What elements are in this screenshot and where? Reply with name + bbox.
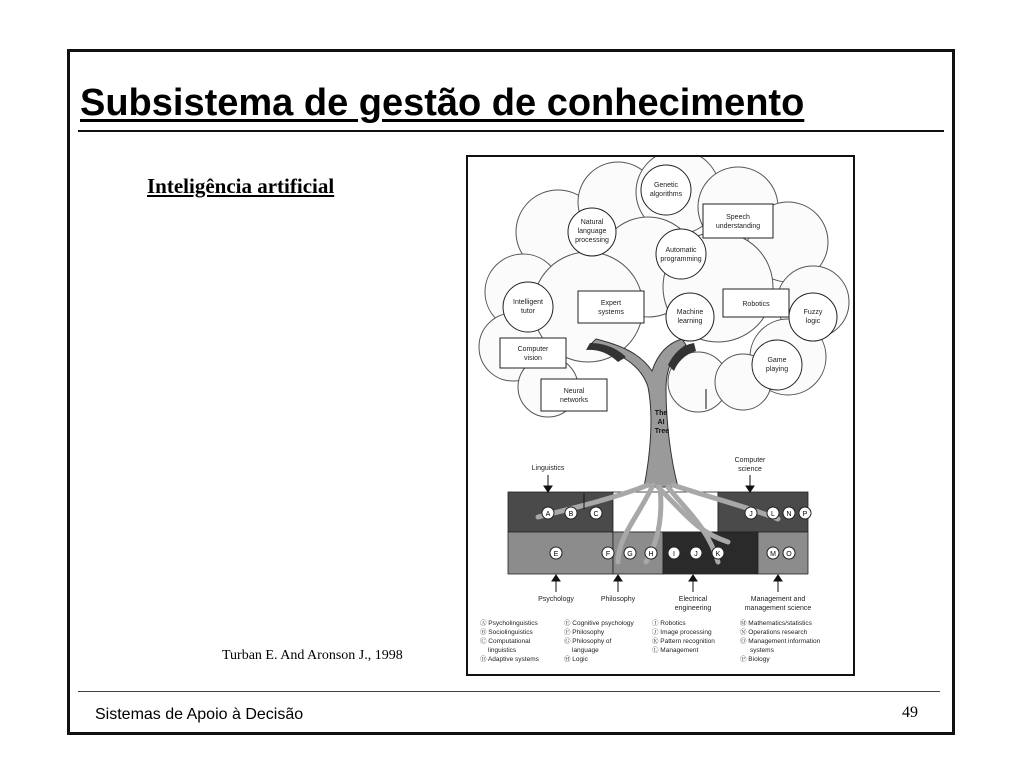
- svg-text:O: O: [786, 551, 792, 558]
- svg-text:N: N: [786, 511, 792, 518]
- label-psychology: Psychology: [538, 596, 574, 603]
- legend-column-4: Ⓜ Mathematics/statistics Ⓝ Operations research Ⓞ Management information systems Ⓟ Biology: [740, 620, 821, 663]
- legend-column-3: Ⓘ Robotics Ⓙ Image processing Ⓚ Pattern recognition Ⓛ Management: [652, 620, 715, 654]
- canopy-circle-genetic-algorithms: [641, 165, 691, 215]
- label-management-science: Management and management science: [744, 596, 812, 612]
- svg-text:Expertsystems: Expert systems: [598, 300, 624, 316]
- svg-text:A: A: [545, 511, 551, 518]
- ai-tree-drawing: [468, 157, 853, 674]
- svg-text:K: K: [715, 551, 721, 558]
- svg-text:G: G: [627, 551, 633, 558]
- footer-course-title: Sistemas de Apoio à Decisão: [95, 706, 304, 723]
- svg-text:Intelligenttutor: Intelligent tutor: [513, 299, 543, 315]
- label-computer-science: Computer science: [734, 457, 766, 473]
- svg-text:Neuralnetworks: Neural networks: [559, 388, 589, 404]
- label-linguistics: Linguistics: [531, 465, 565, 472]
- svg-text:Gameplaying: Game playing: [765, 357, 789, 373]
- canopy-box-robotics: [723, 289, 789, 317]
- svg-text:Naturallanguageprocessing: Natural language processing: [575, 219, 609, 244]
- slide-title: Subsistema de gestão de conhecimento: [80, 82, 805, 124]
- canopy-circle-automatic-programming: [656, 229, 706, 279]
- svg-text:L: L: [771, 511, 775, 518]
- legend-column-2: Ⓔ Cognitive psychology Ⓕ Philosophy Ⓖ Philosophy of language Ⓗ Logic: [564, 620, 634, 663]
- svg-text:P: P: [802, 511, 808, 518]
- legend-column-1: Ⓐ Psycholinguistics Ⓑ Sociolinguistics Ⓒ Computational linguistics Ⓓ Adaptive systems: [480, 620, 539, 663]
- canopy-circle-machine-learning: [666, 293, 714, 341]
- label-electrical-engineering: Electrical engineering: [674, 596, 712, 612]
- svg-text:B: B: [568, 511, 574, 518]
- canopy-circle-intelligent-tutor: [503, 282, 553, 332]
- slide-subtitle: Inteligência artificial: [147, 174, 335, 198]
- footer-divider: [78, 691, 940, 692]
- svg-text:Automaticprogramming: Automatic programming: [660, 247, 702, 263]
- svg-text:Fuzzylogic: Fuzzy logic: [803, 309, 823, 325]
- svg-text:I: I: [673, 551, 675, 558]
- canopy-box-computer-vision: [500, 338, 566, 368]
- svg-text:Computervision: Computer vision: [517, 346, 549, 362]
- svg-text:Speechunderstanding: Speech understanding: [715, 214, 761, 230]
- svg-text:Machinelearning: Machine learning: [676, 309, 704, 325]
- trunk-label: The AI Tree: [654, 410, 670, 435]
- canopy-box-expert-systems: [578, 291, 644, 323]
- svg-text:J: J: [694, 551, 698, 558]
- svg-text:C: C: [593, 511, 599, 518]
- page-number: 49: [902, 704, 918, 721]
- svg-text:M: M: [770, 551, 776, 558]
- svg-text:H: H: [648, 551, 654, 558]
- canopy-box-speech-understanding: [703, 204, 773, 238]
- svg-text:E: E: [553, 551, 559, 558]
- canopy-circle-game-playing: [752, 340, 802, 390]
- svg-text:F: F: [605, 551, 611, 558]
- canopy-box-neural-networks: [541, 379, 607, 411]
- canopy-circle-natural-language: [568, 208, 616, 256]
- canopy-circle-fuzzy-logic: [789, 293, 837, 341]
- figure-citation: Turban E. And Aronson J., 1998: [222, 648, 403, 663]
- title-divider: [78, 130, 944, 132]
- ai-tree-figure: [466, 155, 855, 676]
- svg-text:Robotics: Robotics: [742, 301, 770, 308]
- svg-text:Geneticalgorithms: Genetic algorithms: [649, 182, 683, 198]
- figure-legend: [480, 618, 821, 663]
- svg-text:J: J: [749, 511, 753, 518]
- label-philosophy: Philosophy: [600, 596, 636, 603]
